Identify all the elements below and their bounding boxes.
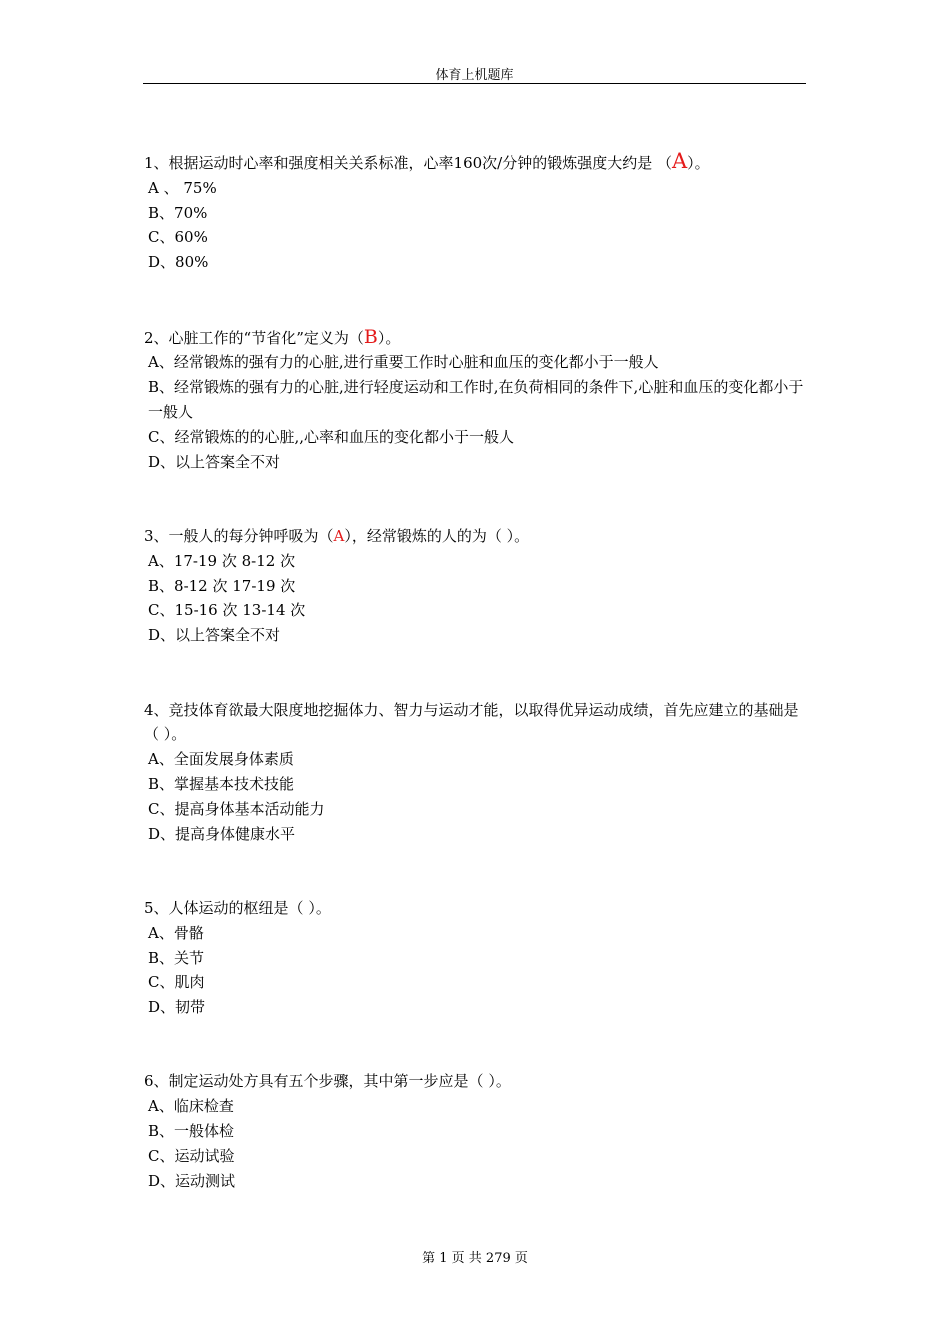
question-3 <box>144 524 808 648</box>
option-c: C、15-16 次 13-14 次 <box>148 601 306 620</box>
answer-mark: B <box>363 325 378 348</box>
stem-text-after: ）。 <box>687 154 710 172</box>
option-a: A、临床检查 <box>148 1097 234 1116</box>
option-d: D、韧带 <box>148 998 206 1017</box>
option-a: A、骨骼 <box>148 923 204 942</box>
option-b: B、一般体检 <box>148 1122 235 1141</box>
option-d: D、以上答案全不对 <box>148 626 281 645</box>
question-stem <box>144 149 808 176</box>
stem-text-before: 1、根据运动时心率和强度相关关系标准，心率160次/分钟的锻炼强度大约是 （ <box>144 154 672 172</box>
option-b: B、掌握基本技术技能 <box>148 774 295 793</box>
question-stem: 5、人体运动的枢纽是（ ）。 <box>144 898 331 917</box>
question-1 <box>144 149 808 275</box>
answer-mark: A <box>333 526 345 545</box>
header-divider <box>143 83 806 84</box>
option-a: A、17-19 次 8-12 次 <box>148 551 296 570</box>
question-6 <box>144 1069 808 1193</box>
question-stem: 4、竞技体育欲最大限度地挖掘体力、智力与运动才能，以取得优异运动成绩，首先应建立的基础是（ ）。 <box>144 700 799 744</box>
option-a: A 、 75% <box>148 178 217 197</box>
option-a: A、经常锻炼的强有力的心脏,进行重要工作时心脏和血压的变化都小于一般人 <box>148 353 659 372</box>
option-d: D、提高身体健康水平 <box>148 824 296 843</box>
option-b: B、经常锻炼的强有力的心脏,进行轻度运动和工作时,在负荷相同的条件下,心脏和血压的变化都小于一般人 <box>148 378 804 421</box>
option-d: D、以上答案全不对 <box>148 452 281 471</box>
option-c: C、60% <box>148 228 208 247</box>
option-c: C、运动试验 <box>148 1146 235 1165</box>
option-c: C、经常锻炼的的心脏,,心率和血压的变化都小于一般人 <box>148 427 515 446</box>
question-stem: 6、制定运动处方具有五个步骤，其中第一步应是（ ）。 <box>144 1072 511 1091</box>
option-b: B、8-12 次 17-19 次 <box>148 576 296 595</box>
question-4 <box>144 698 808 847</box>
option-b: B、关节 <box>148 948 205 967</box>
question-5 <box>144 896 808 1020</box>
question-stem <box>144 325 808 351</box>
option-d: D、运动测试 <box>148 1171 236 1190</box>
stem-text-after: ），经常锻炼的人的为（ ）。 <box>344 526 530 545</box>
question-stem <box>144 524 808 549</box>
page-header-title: 体育上机题库 <box>435 68 514 83</box>
option-b: B、70% <box>148 203 208 222</box>
stem-text-before: 3、一般人的每分钟呼吸为（ <box>144 526 334 545</box>
page-footer: 第 1 页 共 279 页 <box>422 1251 528 1266</box>
question-2 <box>144 325 808 475</box>
option-a: A、全面发展身体素质 <box>148 750 294 769</box>
option-d: D、80% <box>148 253 209 272</box>
option-c: C、肌肉 <box>148 973 205 992</box>
question-list <box>144 149 808 1193</box>
stem-text-after: ）。 <box>377 328 401 347</box>
answer-mark: A <box>672 149 688 173</box>
option-c: C、提高身体基本活动能力 <box>148 799 325 818</box>
stem-text-before: 2、心脏工作的“节省化”定义为（ <box>144 328 364 347</box>
